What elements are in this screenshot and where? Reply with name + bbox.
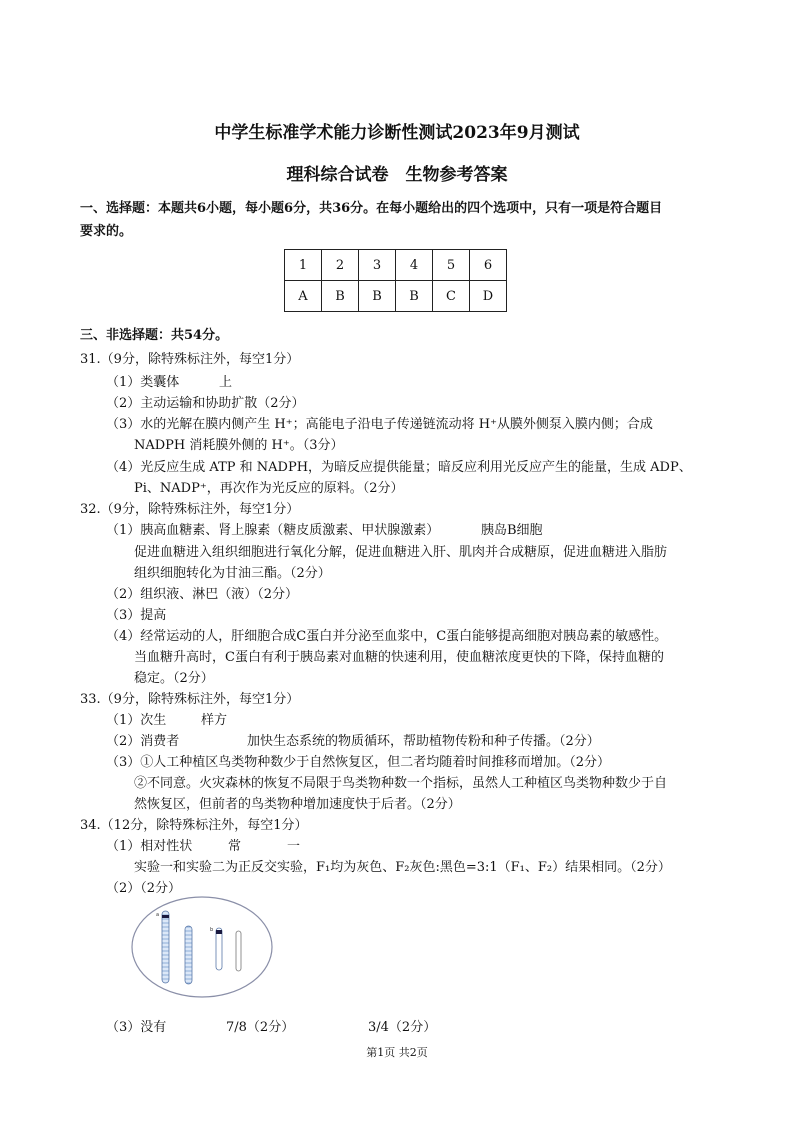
q34-answer-1-line2: 实验一和实验二为正反交实验，F₁均为灰色、F₂灰色:黑色=3:1（F₁、F₂）结果相同。（2分） xyxy=(134,860,671,875)
q32-answer-3: （3）提高 xyxy=(106,608,167,623)
answer-table-number-row xyxy=(285,250,507,281)
q34-heading: 34.（12分，除特殊标注外，每空1分） xyxy=(80,818,308,833)
chromosome-large-2 xyxy=(185,926,192,984)
q34-answer-3a: （3）没有 xyxy=(106,1020,167,1035)
q33-answer-2a: （2）消费者 xyxy=(106,734,180,749)
gene-label-b: b xyxy=(210,927,214,933)
answer-number-6: 6 xyxy=(470,250,507,281)
section1-line1: 一、选择题：本题共6小题，每小题6分，共36分。在每小题给出的四个选项中，只有一项是符合题目 xyxy=(80,201,663,216)
answer-value-2: B xyxy=(322,281,359,312)
chromosome-cell-figure xyxy=(128,893,276,1001)
q32-answer-1a: （1）胰高血糖素、肾上腺素（糖皮质激素、甲状腺激素） xyxy=(106,523,440,538)
answer-table-answer-row xyxy=(285,281,507,312)
answer-number-4: 4 xyxy=(396,250,433,281)
chromosome-small-1 xyxy=(216,928,222,970)
page-title: 中学生标准学术能力诊断性测试2023年9月测试 xyxy=(214,123,580,143)
q31-answer-1a: （1）类囊体 xyxy=(106,375,180,390)
q33-heading: 33.（9分，除特殊标注外，每空1分） xyxy=(80,692,300,707)
answer-table xyxy=(284,249,507,312)
q34-answer-1c: 一 xyxy=(287,839,301,854)
q33-answer-3-line2: ②不同意。火灾森林的恢复不局限于鸟类物种数一个指标，虽然人工种植区鸟类物种数少于自 xyxy=(134,776,668,791)
q33-answer-3-line3: 然恢复区，但前者的鸟类物种增加速度快于后者。（2分） xyxy=(134,797,461,812)
answer-value-1: A xyxy=(285,281,322,312)
q32-answer-4-line3: 稳定。（2分） xyxy=(134,671,214,686)
q31-answer-2: （2）主动运输和协助扩散（2分） xyxy=(106,396,305,411)
q31-answer-4-line1: （4）光反应生成 ATP 和 NADPH，为暗反应提供能量；暗反应利用光反应产生的能量，生成 ADP、 xyxy=(106,460,692,475)
q32-answer-2: （2）组织液、淋巴（液）（2分） xyxy=(106,587,299,602)
q31-answer-1b: 上 xyxy=(219,375,233,390)
q31-heading: 31.（9分，除特殊标注外，每空1分） xyxy=(80,352,300,367)
q31-answer-4-line2: Pi、NADP⁺，再次作为光反应的原料。（2分） xyxy=(134,481,404,496)
chromosome-large-1 xyxy=(162,911,169,983)
q34-answer-2: （2）（2分） xyxy=(106,881,182,896)
answer-value-6: D xyxy=(470,281,507,312)
q34-answer-3c: 3/4（2分） xyxy=(368,1020,437,1035)
q32-answer-1b: 胰岛B细胞 xyxy=(481,523,543,538)
q33-answer-1b: 样方 xyxy=(201,713,228,728)
answer-number-5: 5 xyxy=(433,250,470,281)
q34-answer-1b: 常 xyxy=(228,839,242,854)
page-footer: 第1页 共2页 xyxy=(366,1046,428,1059)
q34-answer-3b: 7/8（2分） xyxy=(226,1020,295,1035)
answer-value-3: B xyxy=(359,281,396,312)
chromosome-small-2 xyxy=(236,931,241,971)
q33-answer-1a: （1）次生 xyxy=(106,713,167,728)
section3-heading: 三、非选择题：共54分。 xyxy=(80,328,229,343)
q33-answer-2b: 加快生态系统的物质循环，帮助植物传粉和种子传播。（2分） xyxy=(247,734,600,749)
page-subtitle: 理科综合试卷 生物参考答案 xyxy=(286,165,508,185)
answer-number-2: 2 xyxy=(322,250,359,281)
gene-label-a: a xyxy=(156,912,160,918)
q32-answer-4-line2: 当血糖升高时，C蛋白有利于胰岛素对血糖的快速利用，使血糖浓度更快的下降，保持血糖的 xyxy=(134,650,664,665)
q32-answer-4-line1: （4）经常运动的人，肝细胞合成C蛋白并分泌至血浆中，C蛋白能够提高细胞对胰岛素的敏感性。 xyxy=(106,629,668,644)
q32-answer-1-line3: 组织细胞转化为甘油三酯。（2分） xyxy=(134,566,331,581)
q31-answer-3-line2: NADPH 消耗膜外侧的 H⁺。（3分） xyxy=(134,438,344,453)
answer-value-4: B xyxy=(396,281,433,312)
answer-number-1: 1 xyxy=(285,250,322,281)
gene-band-b xyxy=(216,930,222,934)
section1-line2: 要求的。 xyxy=(80,224,133,239)
gene-band-a xyxy=(162,915,169,918)
q32-heading: 32.（9分，除特殊标注外，每空1分） xyxy=(80,502,300,517)
q32-answer-1-line2: 促进血糖进入组织细胞进行氧化分解，促进血糖进入肝、肌肉并合成糖原，促进血糖进入脂肪 xyxy=(134,545,668,560)
q33-answer-3-line1: （3）①人工种植区鸟类物种数少于自然恢复区，但二者均随着时间推移而增加。（2分） xyxy=(106,755,611,770)
answer-number-3: 3 xyxy=(359,250,396,281)
q34-answer-1a: （1）相对性状 xyxy=(106,839,193,854)
cell-outline xyxy=(132,897,272,997)
q31-answer-3-line1: （3）水的光解在膜内侧产生 H⁺；高能电子沿电子传递链流动将 H⁺从膜外侧泵入膜内侧；合成 xyxy=(106,417,653,432)
answer-value-5: C xyxy=(433,281,470,312)
